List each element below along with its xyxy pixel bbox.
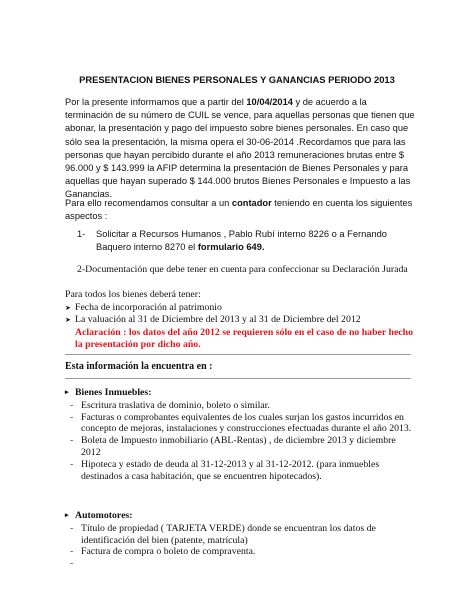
steps-list [77,228,417,255]
intro-text-start: Por la presente informamos que a partir del [65,97,247,107]
divider-bottom [65,378,411,379]
automotores-item-text: Factura de compra o boleto de compraventa. [81,546,256,558]
page-title: PRESENTACION BIENES PERSONALES Y GANANCIAS PERIODO 2013 [79,74,395,85]
automotores-heading [65,510,417,522]
inmuebles-item [65,412,417,436]
recommendation-text-start: Para ello recomendamos consultar a un [65,198,232,208]
dash-bullet-icon: - [70,546,74,558]
recommendation-text-rest: teniendo en cuenta los siguientes aspectos : [65,198,413,222]
inmuebles-item [65,459,417,483]
form-name: formulario 649. [197,242,265,253]
inmuebles-heading-text: Bienes Inmuebles: [75,387,152,398]
arrow-bullet-icon: ▸ [65,388,69,396]
automotores-heading-text: Automotores: [75,510,133,521]
step-text: Solicitar a Recursos Humanos , Pablo Rubí interno 8226 o a Fernando Baquero interno 8270 el [96,229,387,253]
inmuebles-item-text: Facturas o comprobantes equivalentes de los cuales surjan los gastos incurridos en concepto de mejoras, instalaciones y construcciones efectuadas durante el año 2013. [81,411,412,435]
due-date: 10/04/2014 [246,97,293,107]
dash-bullet-icon: - [70,558,74,570]
intro-text-rest: y de acuerdo a la terminación de su número de CUIL se vence, para aquellas personas que tienen que abonar, la presentación y pago del impuesto sobre bienes personales. En caso que sólo sea la presentación, la misma opera el 30-06-2014 .Recordamos que para las personas que hayan percibido durante el año 2013 remuneraciones brutas entre $ 96.000 y $ 143.999 la AFIP determina la presentación de Bienes Personales y para aquellas que hayan superado $ 144.000 brutos Bienes Personales e Impuesto a las Ganancias. [65,97,415,200]
automotores-section [65,510,417,570]
arrow-bullet-icon: ➤ [65,316,71,325]
dash-bullet-icon: - [70,522,74,534]
dash-bullet-icon: - [70,458,74,470]
bienes-intro: Para todos los bienes deberá tener: [65,289,201,300]
bienes-section [65,289,415,352]
section-heading: Esta información la encuentra en : [65,361,213,372]
dash-bullet-icon: - [70,435,74,447]
step-2: 2-Documentación que debe tener en cuenta para confeccionar su Declaración Jurada [77,264,408,275]
contador-keyword: contador [231,198,272,208]
inmuebles-item-text: Boleta de Impuesto inmobiliario (ABL-Rentas) , de diciembre 2013 y diciembre 2012 [81,435,396,458]
automotores-item [65,546,417,558]
arrow-bullet-icon: ➤ [65,303,71,312]
intro-paragraph [65,96,415,202]
inmuebles-item-text: Escritura traslativa de dominio, boleto o similar. [81,399,270,411]
inmuebles-item [65,435,417,459]
inmuebles-item [65,400,417,412]
step-number: 1- [77,229,86,239]
automotores-item-text: Título de propiedad ( TARJETA VERDE) donde se encuentran los datos de identificación del bien (patente, matrícula) [81,522,376,546]
bienes-item [65,302,415,315]
bienes-item-text: La valuación al 31 de Diciembre del 2013 y al 31 de Diciembre del 2012 [75,314,361,326]
inmuebles-heading [65,387,417,399]
dash-bullet-icon: - [70,411,74,423]
divider-top [65,354,411,355]
recommendation-paragraph [65,197,415,223]
bienes-item-text: Fecha de incorporación al patrimonio [75,301,222,313]
arrow-bullet-icon: ▸ [65,511,69,519]
dash-bullet-icon: - [70,399,74,411]
step-item [77,228,417,255]
inmuebles-item-text: Hipoteca y estado de deuda al 31-12-2013 y al 31-12-2012. (para inmuebles destinados a casa habitación, que se encuentren hipotecados). [81,458,380,482]
automotores-item [65,523,417,547]
aclaracion-note: Aclaración : los datos del año 2012 se requieren sólo en el caso de no haber hecho la presentación por dicho año. [75,326,413,351]
bienes-item [65,314,415,327]
inmuebles-section [65,387,417,482]
